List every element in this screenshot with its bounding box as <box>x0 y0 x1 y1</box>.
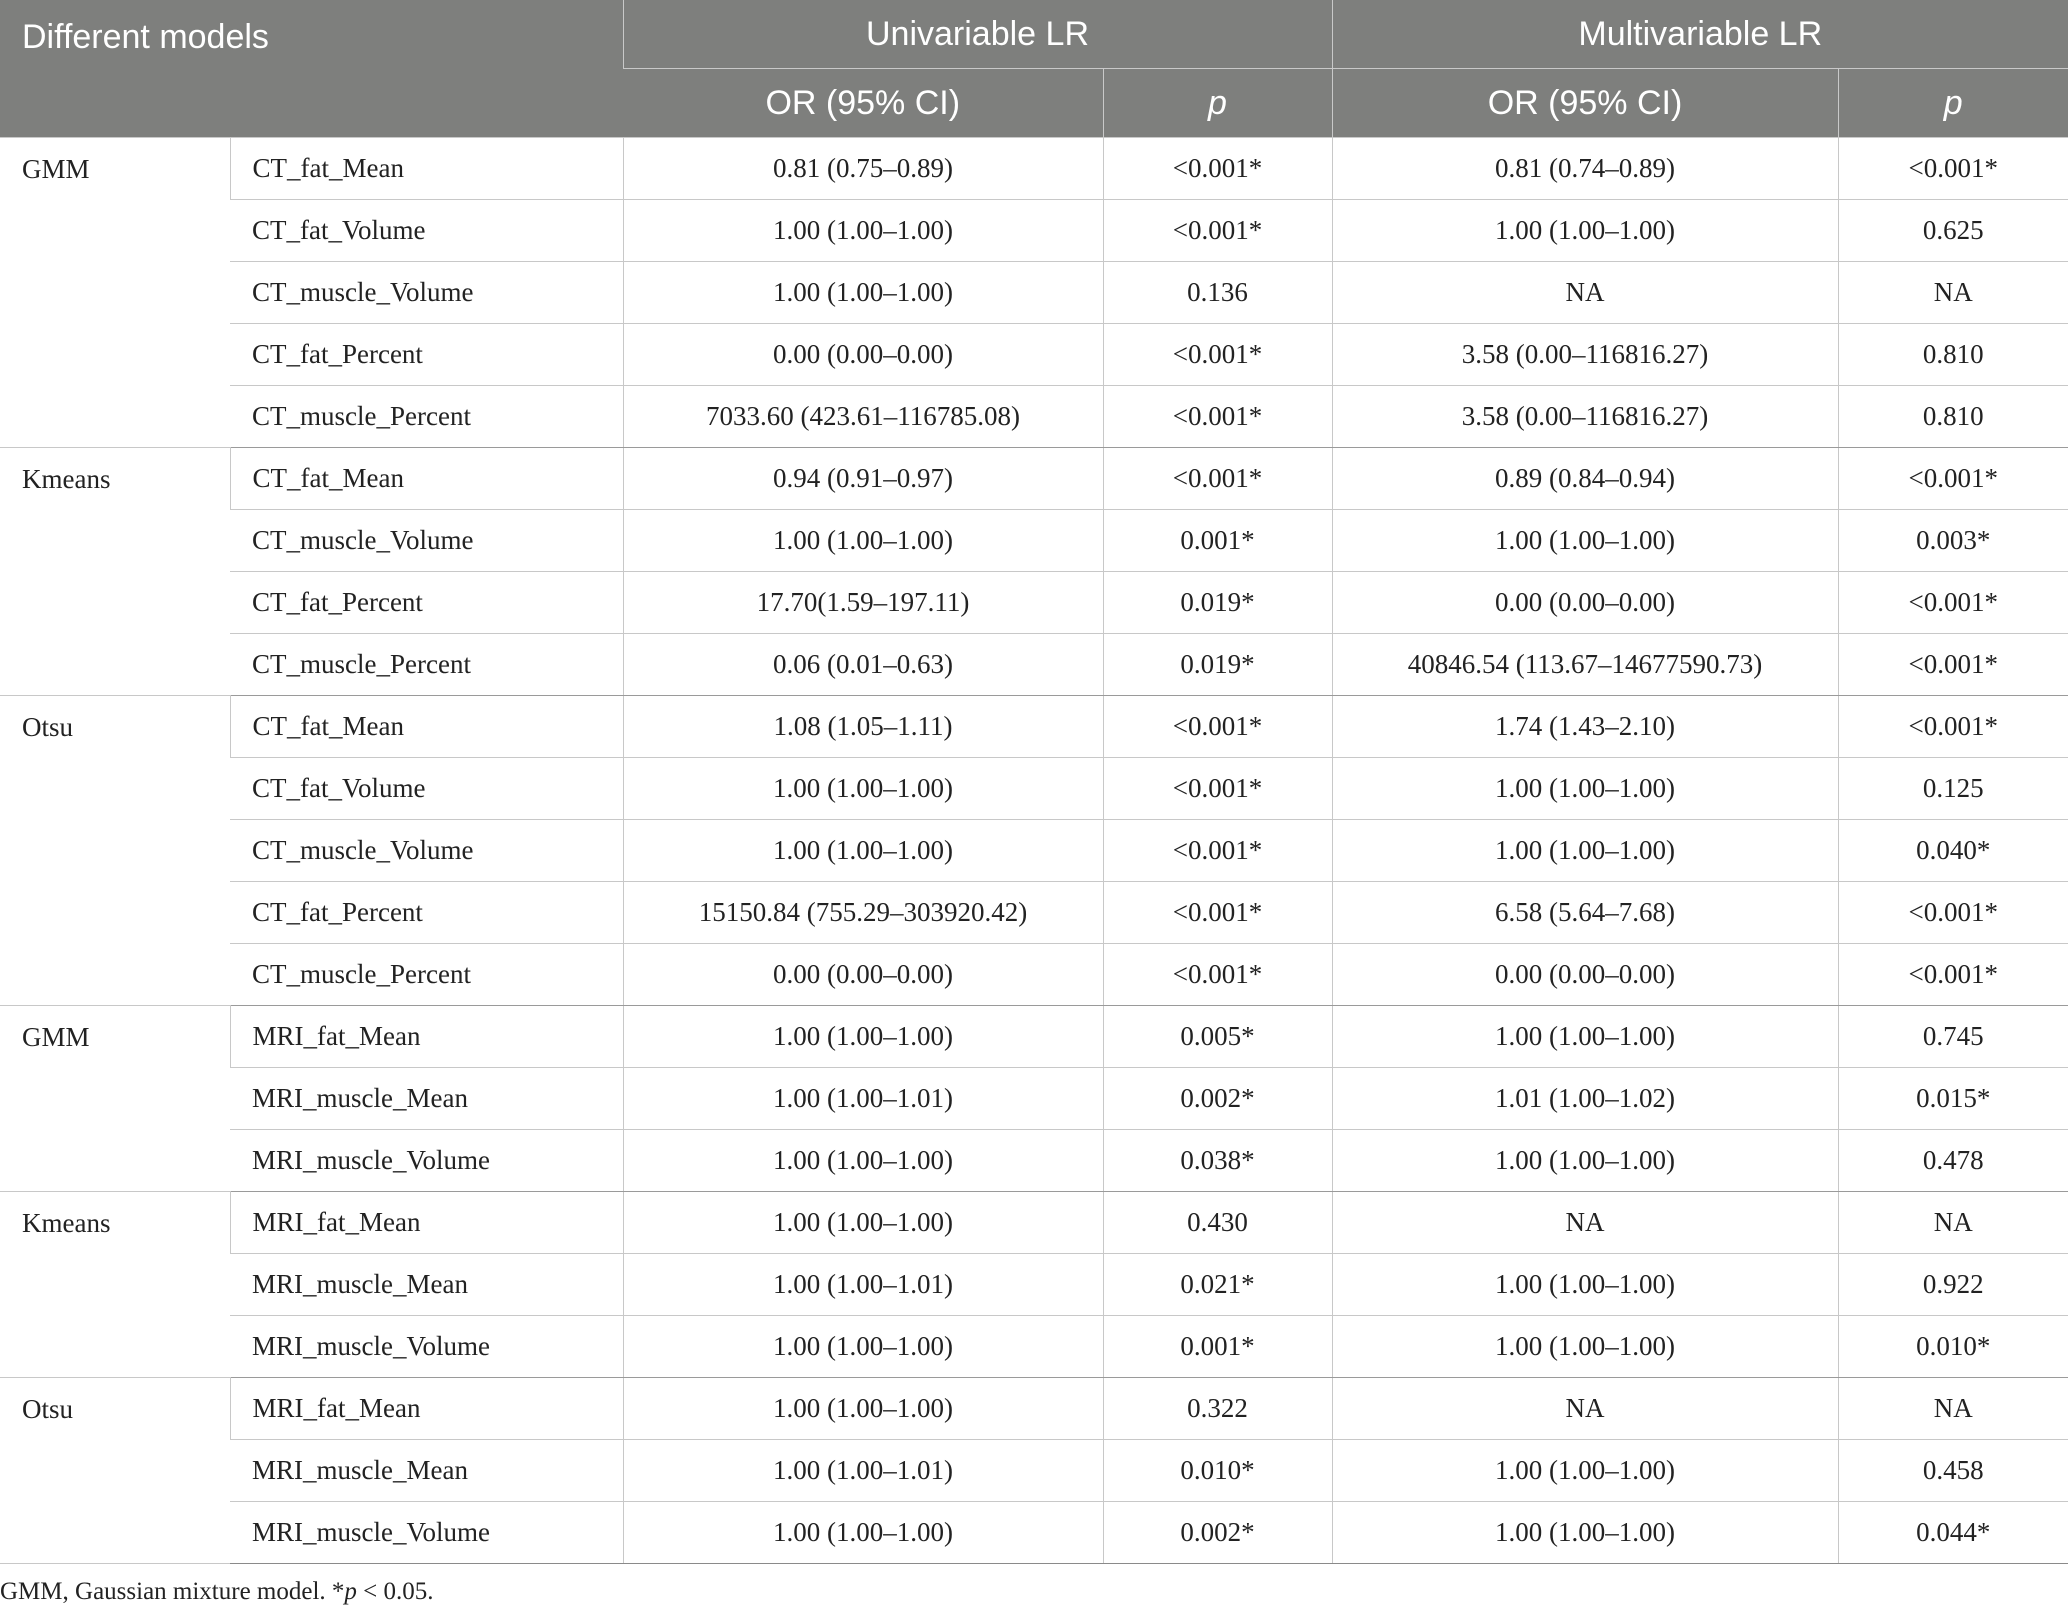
multivariable-or-cell: 1.00 (1.00–1.00) <box>1332 1130 1838 1192</box>
variable-cell: MRI_fat_Mean <box>230 1378 623 1440</box>
univariable-p-cell: 0.001* <box>1103 510 1332 572</box>
multivariable-p-cell: 0.745 <box>1838 1006 2068 1068</box>
table-row <box>0 1378 2068 1440</box>
multivariable-or-cell: 0.00 (0.00–0.00) <box>1332 572 1838 634</box>
table-row <box>0 696 2068 758</box>
table-row <box>0 510 2068 572</box>
model-name-cell: Kmeans <box>0 448 230 696</box>
table-footnote <box>0 1578 434 1606</box>
univariable-or-cell: 0.00 (0.00–0.00) <box>623 944 1103 1006</box>
univariable-p-cell: 0.002* <box>1103 1502 1332 1564</box>
univariable-p-cell: 0.005* <box>1103 1006 1332 1068</box>
header-multivariable-lr: Multivariable LR <box>1332 0 2068 69</box>
univariable-or-cell: 1.00 (1.00–1.00) <box>623 758 1103 820</box>
univariable-p-cell: <0.001* <box>1103 324 1332 386</box>
univariable-p-cell: <0.001* <box>1103 758 1332 820</box>
univariable-or-cell: 1.00 (1.00–1.00) <box>623 262 1103 324</box>
multivariable-p-cell: 0.625 <box>1838 200 2068 262</box>
variable-cell: CT_fat_Mean <box>230 696 623 758</box>
multivariable-or-cell: 0.89 (0.84–0.94) <box>1332 448 1838 510</box>
multivariable-or-cell: 1.00 (1.00–1.00) <box>1332 1316 1838 1378</box>
table-row <box>0 324 2068 386</box>
multivariable-p-cell: 0.458 <box>1838 1440 2068 1502</box>
univariable-or-cell: 1.00 (1.00–1.01) <box>623 1254 1103 1316</box>
variable-cell: CT_fat_Percent <box>230 324 623 386</box>
univariable-p-cell: 0.021* <box>1103 1254 1332 1316</box>
univariable-or-cell: 1.08 (1.05–1.11) <box>623 696 1103 758</box>
multivariable-p-cell: <0.001* <box>1838 138 2068 200</box>
header-multivariable-or: OR (95% CI) <box>1332 69 1838 138</box>
table-row <box>0 448 2068 510</box>
univariable-p-cell: 0.136 <box>1103 262 1332 324</box>
univariable-p-cell: 0.010* <box>1103 1440 1332 1502</box>
multivariable-or-cell: 1.01 (1.00–1.02) <box>1332 1068 1838 1130</box>
multivariable-p-cell: 0.044* <box>1838 1502 2068 1564</box>
univariable-or-cell: 1.00 (1.00–1.00) <box>623 1192 1103 1254</box>
multivariable-or-cell: 1.00 (1.00–1.00) <box>1332 1006 1838 1068</box>
model-name-cell: GMM <box>0 1006 230 1192</box>
univariable-or-cell: 7033.60 (423.61–116785.08) <box>623 386 1103 448</box>
univariable-p-cell: 0.002* <box>1103 1068 1332 1130</box>
variable-cell: CT_fat_Mean <box>230 138 623 200</box>
multivariable-or-cell: 3.58 (0.00–116816.27) <box>1332 386 1838 448</box>
table-row <box>0 882 2068 944</box>
table-row <box>0 634 2068 696</box>
header-multivariable-p <box>1838 69 2068 138</box>
multivariable-p-cell: 0.810 <box>1838 386 2068 448</box>
variable-cell: CT_fat_Mean <box>230 448 623 510</box>
table-row <box>0 1440 2068 1502</box>
variable-cell: MRI_muscle_Volume <box>230 1502 623 1564</box>
header-univariable-p <box>1103 69 1332 138</box>
univariable-or-cell: 17.70(1.59–197.11) <box>623 572 1103 634</box>
multivariable-p-cell: <0.001* <box>1838 944 2068 1006</box>
univariable-p-cell: <0.001* <box>1103 696 1332 758</box>
univariable-p-cell: <0.001* <box>1103 138 1332 200</box>
variable-cell: MRI_fat_Mean <box>230 1192 623 1254</box>
variable-cell: CT_muscle_Volume <box>230 510 623 572</box>
table-row <box>0 944 2068 1006</box>
multivariable-p-cell: 0.125 <box>1838 758 2068 820</box>
variable-cell: MRI_muscle_Volume <box>230 1130 623 1192</box>
multivariable-p-cell: 0.010* <box>1838 1316 2068 1378</box>
univariable-or-cell: 1.00 (1.00–1.00) <box>623 1502 1103 1564</box>
table-row <box>0 138 2068 200</box>
univariable-p-cell: 0.322 <box>1103 1378 1332 1440</box>
multivariable-or-cell: 40846.54 (113.67–14677590.73) <box>1332 634 1838 696</box>
univariable-or-cell: 0.94 (0.91–0.97) <box>623 448 1103 510</box>
multivariable-or-cell: 1.74 (1.43–2.10) <box>1332 696 1838 758</box>
table-row <box>0 1254 2068 1316</box>
variable-cell: MRI_muscle_Mean <box>230 1068 623 1130</box>
multivariable-p-cell: 0.003* <box>1838 510 2068 572</box>
multivariable-or-cell: 1.00 (1.00–1.00) <box>1332 1254 1838 1316</box>
footnote-threshold: < 0.05. <box>356 1578 434 1605</box>
univariable-or-cell: 1.00 (1.00–1.00) <box>623 1378 1103 1440</box>
table-row <box>0 200 2068 262</box>
univariable-or-cell: 1.00 (1.00–1.00) <box>623 200 1103 262</box>
univariable-or-cell: 0.81 (0.75–0.89) <box>623 138 1103 200</box>
multivariable-p-cell: NA <box>1838 1378 2068 1440</box>
table-row <box>0 1006 2068 1068</box>
multivariable-p-cell: <0.001* <box>1838 572 2068 634</box>
multivariable-or-cell: NA <box>1332 262 1838 324</box>
variable-cell: CT_fat_Volume <box>230 200 623 262</box>
table-row <box>0 758 2068 820</box>
model-name-cell: Kmeans <box>0 1192 230 1378</box>
multivariable-or-cell: 1.00 (1.00–1.00) <box>1332 820 1838 882</box>
multivariable-p-cell: 0.478 <box>1838 1130 2068 1192</box>
univariable-or-cell: 1.00 (1.00–1.01) <box>623 1068 1103 1130</box>
multivariable-p-cell: <0.001* <box>1838 696 2068 758</box>
variable-cell: CT_muscle_Volume <box>230 820 623 882</box>
multivariable-p-cell: <0.001* <box>1838 634 2068 696</box>
univariable-p-cell: <0.001* <box>1103 448 1332 510</box>
univariable-or-cell: 1.00 (1.00–1.00) <box>623 510 1103 572</box>
univariable-or-cell: 0.00 (0.00–0.00) <box>623 324 1103 386</box>
header-different-models: Different models <box>0 0 623 138</box>
univariable-or-cell: 0.06 (0.01–0.63) <box>623 634 1103 696</box>
multivariable-or-cell: 1.00 (1.00–1.00) <box>1332 1502 1838 1564</box>
footnote-p-symbol: p <box>344 1578 357 1605</box>
multivariable-or-cell: 3.58 (0.00–116816.27) <box>1332 324 1838 386</box>
univariable-p-cell: 0.430 <box>1103 1192 1332 1254</box>
variable-cell: CT_muscle_Volume <box>230 262 623 324</box>
p-symbol: p <box>1943 83 1963 122</box>
model-name-cell: Otsu <box>0 696 230 1006</box>
model-name-cell: Otsu <box>0 1378 230 1564</box>
multivariable-or-cell: 0.81 (0.74–0.89) <box>1332 138 1838 200</box>
multivariable-p-cell: <0.001* <box>1838 448 2068 510</box>
variable-cell: MRI_muscle_Mean <box>230 1440 623 1502</box>
multivariable-p-cell: NA <box>1838 262 2068 324</box>
table-row <box>0 1192 2068 1254</box>
multivariable-p-cell: NA <box>1838 1192 2068 1254</box>
table-row <box>0 1502 2068 1564</box>
multivariable-or-cell: 1.00 (1.00–1.00) <box>1332 510 1838 572</box>
table-row <box>0 1316 2068 1378</box>
variable-cell: MRI_fat_Mean <box>230 1006 623 1068</box>
univariable-p-cell: <0.001* <box>1103 820 1332 882</box>
table-row <box>0 572 2068 634</box>
univariable-or-cell: 1.00 (1.00–1.01) <box>623 1440 1103 1502</box>
table-row <box>0 820 2068 882</box>
univariable-p-cell: 0.019* <box>1103 634 1332 696</box>
univariable-p-cell: 0.001* <box>1103 1316 1332 1378</box>
variable-cell: MRI_muscle_Mean <box>230 1254 623 1316</box>
table-row <box>0 1068 2068 1130</box>
model-name-cell: GMM <box>0 138 230 448</box>
multivariable-or-cell: 1.00 (1.00–1.00) <box>1332 758 1838 820</box>
multivariable-p-cell: 0.040* <box>1838 820 2068 882</box>
univariable-or-cell: 15150.84 (755.29–303920.42) <box>623 882 1103 944</box>
table-header <box>0 0 2068 138</box>
multivariable-or-cell: NA <box>1332 1378 1838 1440</box>
table-row <box>0 386 2068 448</box>
variable-cell: CT_fat_Percent <box>230 882 623 944</box>
variable-cell: MRI_muscle_Volume <box>230 1316 623 1378</box>
multivariable-p-cell: 0.922 <box>1838 1254 2068 1316</box>
multivariable-p-cell: 0.015* <box>1838 1068 2068 1130</box>
footnote-abbreviation: GMM, Gaussian mixture model. * <box>0 1578 345 1605</box>
multivariable-or-cell: 1.00 (1.00–1.00) <box>1332 1440 1838 1502</box>
multivariable-or-cell: 0.00 (0.00–0.00) <box>1332 944 1838 1006</box>
univariable-or-cell: 1.00 (1.00–1.00) <box>623 1130 1103 1192</box>
multivariable-p-cell: <0.001* <box>1838 882 2068 944</box>
variable-cell: CT_fat_Volume <box>230 758 623 820</box>
univariable-or-cell: 1.00 (1.00–1.00) <box>623 1006 1103 1068</box>
univariable-p-cell: <0.001* <box>1103 386 1332 448</box>
variable-cell: CT_muscle_Percent <box>230 944 623 1006</box>
table-row <box>0 1130 2068 1192</box>
table-row <box>0 262 2068 324</box>
univariable-or-cell: 1.00 (1.00–1.00) <box>623 820 1103 882</box>
univariable-p-cell: <0.001* <box>1103 200 1332 262</box>
multivariable-p-cell: 0.810 <box>1838 324 2068 386</box>
variable-cell: CT_fat_Percent <box>230 572 623 634</box>
univariable-or-cell: 1.00 (1.00–1.00) <box>623 1316 1103 1378</box>
header-univariable-lr: Univariable LR <box>623 0 1332 69</box>
variable-cell: CT_muscle_Percent <box>230 634 623 696</box>
table-body <box>0 138 2068 1564</box>
univariable-p-cell: 0.019* <box>1103 572 1332 634</box>
univariable-p-cell: <0.001* <box>1103 882 1332 944</box>
variable-cell: CT_muscle_Percent <box>230 386 623 448</box>
univariable-p-cell: <0.001* <box>1103 944 1332 1006</box>
multivariable-or-cell: 1.00 (1.00–1.00) <box>1332 200 1838 262</box>
multivariable-or-cell: NA <box>1332 1192 1838 1254</box>
p-symbol: p <box>1208 83 1227 122</box>
multivariable-or-cell: 6.58 (5.64–7.68) <box>1332 882 1838 944</box>
univariable-p-cell: 0.038* <box>1103 1130 1332 1192</box>
header-univariable-or: OR (95% CI) <box>623 69 1103 138</box>
